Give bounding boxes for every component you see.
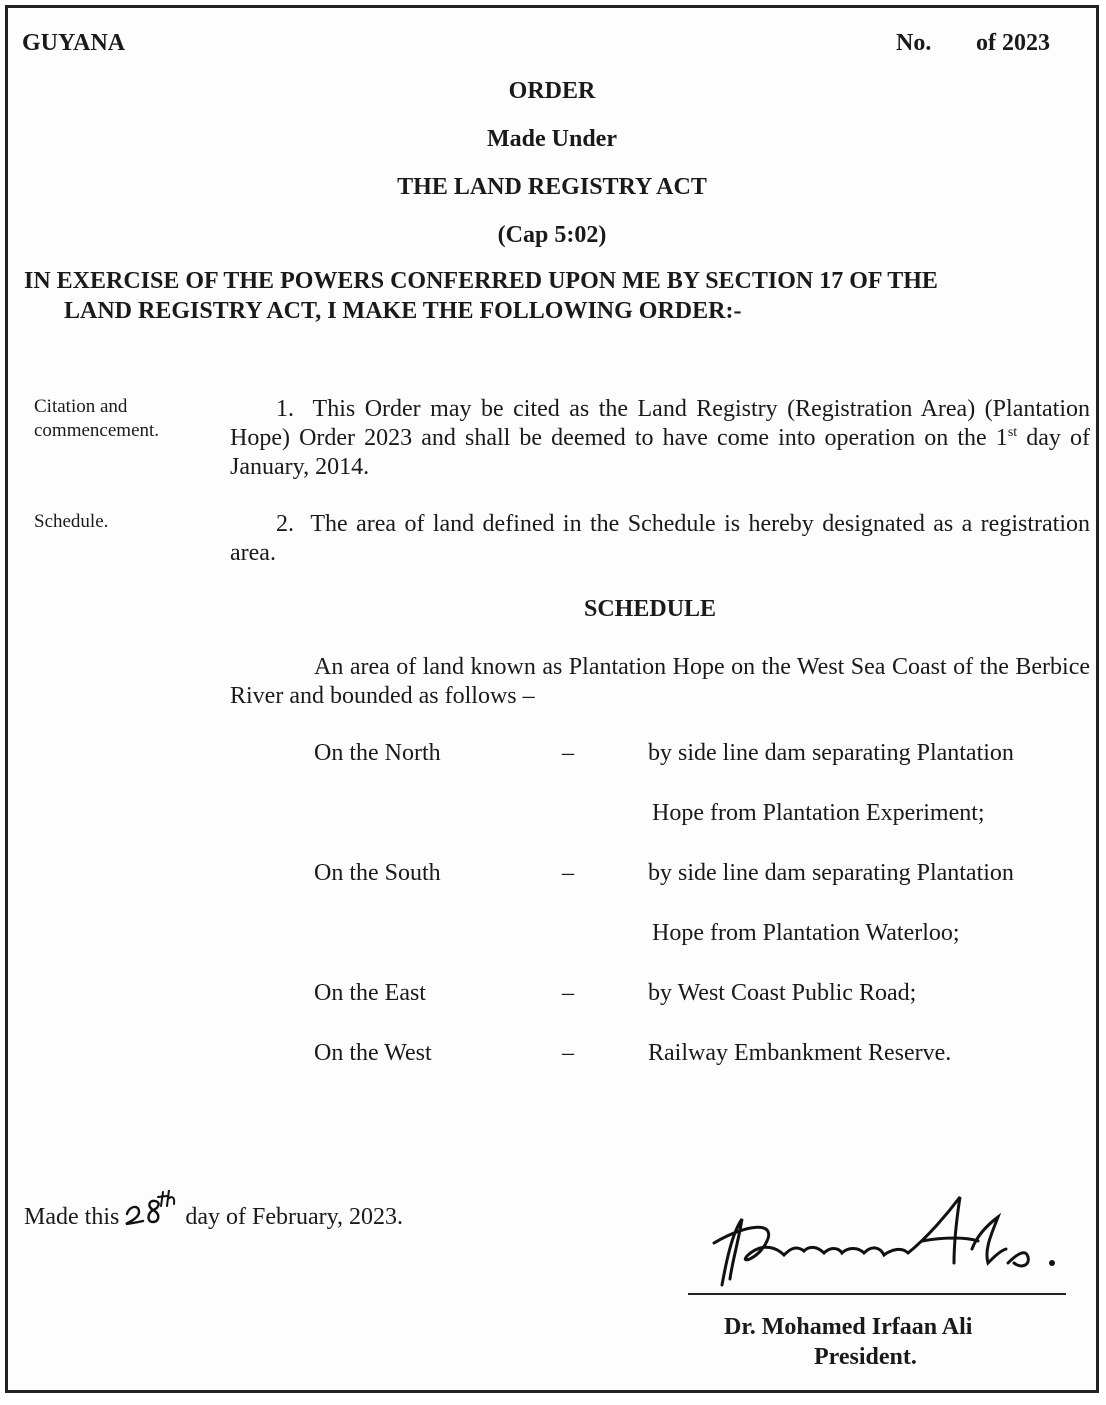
boundary-dash: – <box>562 980 574 1006</box>
handwritten-day <box>123 1190 181 1230</box>
margin-note-citation: Citation and commencement. <box>34 396 160 441</box>
boundary-description: by West Coast Public Road; <box>648 980 917 1006</box>
boundary-dash: – <box>562 1040 574 1066</box>
boundary-dash: – <box>562 740 574 766</box>
boundary-dash: – <box>562 860 574 886</box>
boundary-direction: On the East <box>314 980 426 1006</box>
margin-note-schedule: Schedule. <box>34 511 109 532</box>
order-year-label: of 2023 <box>976 30 1050 56</box>
boundary-description-cont: Hope from Plantation Experiment; <box>652 800 985 826</box>
section-number: 2. <box>276 511 294 537</box>
boundary-description: by side line dam separating Plantation <box>648 860 1014 886</box>
made-this-line: Made this day of February, 2023. <box>24 1190 403 1231</box>
president-signature <box>708 1193 1068 1293</box>
made-under-label: Made Under <box>487 126 617 152</box>
signature-line <box>688 1293 1066 1295</box>
preamble-line-1: IN EXERCISE OF THE POWERS CONFERRED UPON ME BY SECTION 17 OF THE <box>24 268 938 294</box>
boundary-description: by side line dam separating Plantation <box>648 740 1014 766</box>
section-2-paragraph: 2. The area of land defined in the Schedule is hereby designated as a registration area. <box>230 511 1090 566</box>
cap-reference: (Cap 5:02) <box>497 222 607 248</box>
order-number-label: No. <box>896 30 932 56</box>
order-title: ORDER <box>508 78 596 104</box>
section-number: 1. <box>276 396 294 422</box>
boundary-direction: On the South <box>314 860 441 886</box>
signatory-title: President. <box>814 1344 917 1370</box>
boundary-description: Railway Embankment Reserve. <box>648 1040 952 1066</box>
country-name: GUYANA <box>22 30 126 56</box>
act-title: THE LAND REGISTRY ACT <box>397 174 707 200</box>
schedule-intro: An area of land known as Plantation Hope on the West Sea Coast of the Berbice River and bounded as follows – <box>230 654 1090 709</box>
document-page <box>5 5 1099 1393</box>
section-1-paragraph: 1. This Order may be cited as the Land Registry (Registration Area) (Plantation Hope) Order 2023 and shall be deemed to have come into operation on the 1st day of January, 2014. <box>230 396 1090 480</box>
boundary-direction: On the North <box>314 740 441 766</box>
preamble-line-2: LAND REGISTRY ACT, I MAKE THE FOLLOWING ORDER:- <box>64 298 742 324</box>
signatory-name: Dr. Mohamed Irfaan Ali <box>724 1314 973 1340</box>
boundary-description-cont: Hope from Plantation Waterloo; <box>652 920 960 946</box>
boundary-direction: On the West <box>314 1040 432 1066</box>
schedule-heading: SCHEDULE <box>584 596 717 622</box>
